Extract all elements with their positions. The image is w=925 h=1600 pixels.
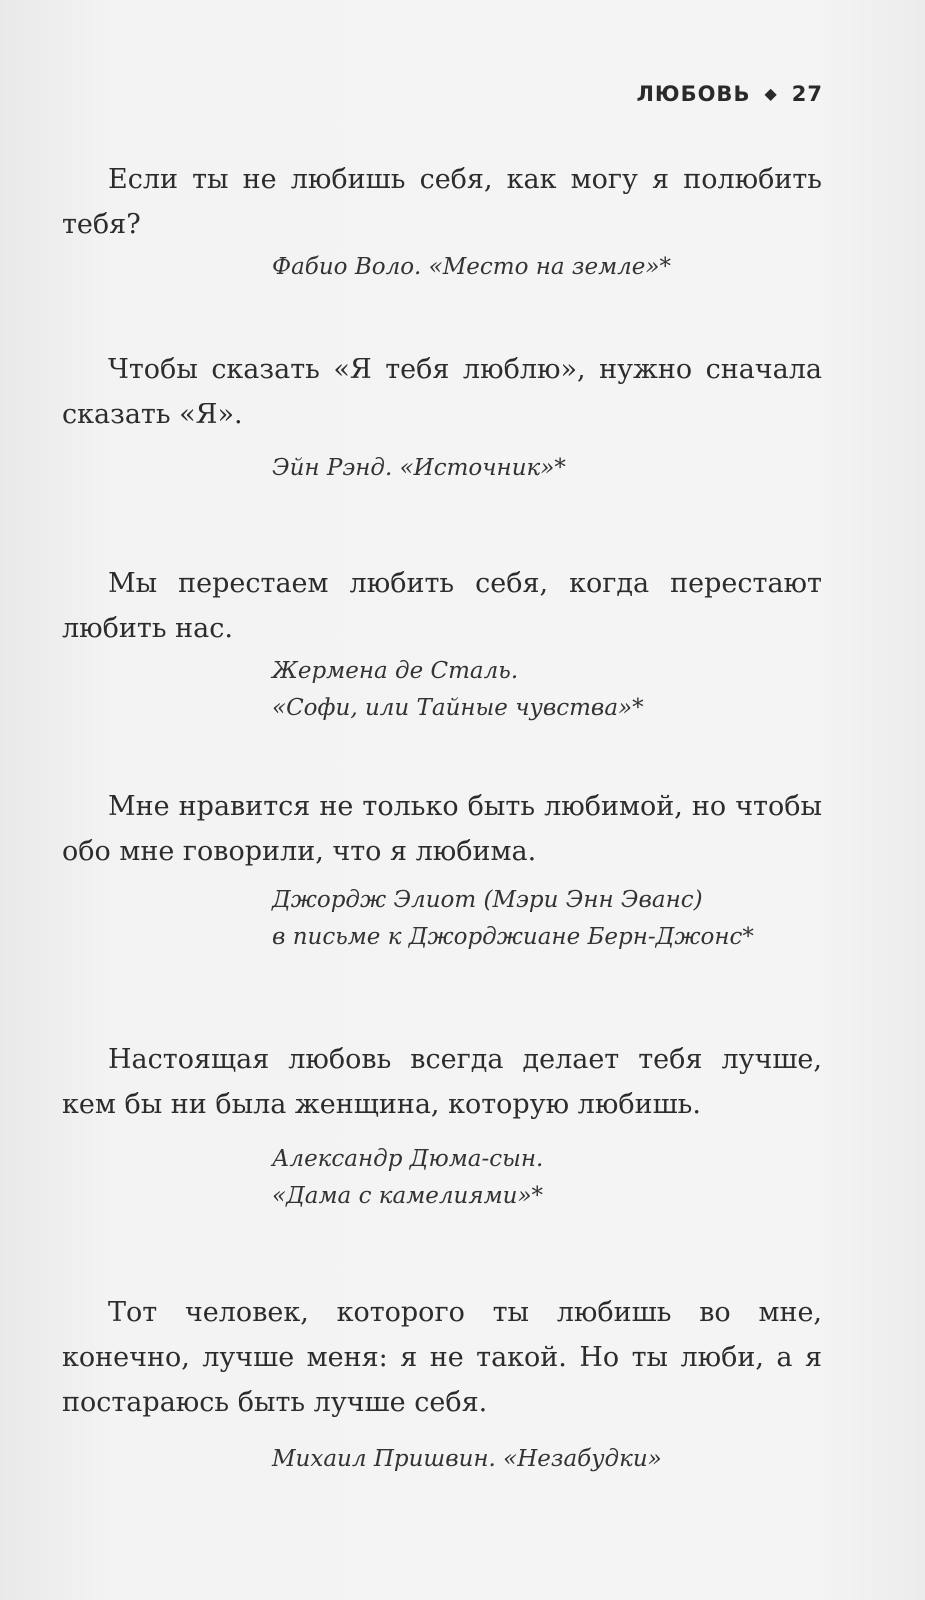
quote-text: Чтобы сказать «Я тебя люблю», нужно сначала сказать «Я». xyxy=(62,354,822,430)
quote-block xyxy=(62,157,822,286)
diamond-separator-icon: ◆ xyxy=(764,84,778,103)
section-title: ЛЮБОВЬ xyxy=(636,82,751,106)
attribution-line: «Дама с камелиями»* xyxy=(272,1183,544,1209)
attribution-line: «Софи, или Тайные чувства»* xyxy=(272,695,644,721)
attribution-line: Александр Дюма-сын. xyxy=(272,1146,544,1172)
quote-attribution xyxy=(272,653,822,727)
quote-attribution xyxy=(272,249,822,286)
quote-attribution xyxy=(272,1441,822,1478)
quote-text: Мне нравится не только быть любимой, но чтобы обо мне говорили, что я любима. xyxy=(62,791,822,867)
running-head xyxy=(636,82,823,106)
page-number: 27 xyxy=(791,82,823,106)
attribution-line: Михаил Пришвин. «Незабудки» xyxy=(272,1446,662,1472)
attribution-line: Фабио Воло. «Место на земле»* xyxy=(272,254,671,280)
quote-text: Тот человек, которого ты любишь во мне, конечно, лучше меня: я не такой. Но ты люби, а я постараюсь быть лучше себя. xyxy=(62,1297,822,1418)
quote-text: Настоящая любовь всегда делает тебя лучше, кем бы ни была женщина, которую любишь. xyxy=(62,1044,822,1120)
quote-text: Мы перестаем любить себя, когда перестают любить нас. xyxy=(62,568,822,644)
quote-attribution xyxy=(272,1141,822,1215)
quote-block xyxy=(62,347,822,487)
quote-block xyxy=(62,1290,822,1478)
quote-attribution xyxy=(272,450,822,487)
attribution-line: в письме к Джорджиане Берн-Джонс* xyxy=(272,924,754,950)
quote-text: Если ты не любишь себя, как могу я полюбить тебя? xyxy=(62,164,822,240)
quote-block xyxy=(62,561,822,727)
quote-block xyxy=(62,784,822,956)
attribution-line: Джордж Элиот (Мэри Энн Эванс) xyxy=(272,887,703,913)
quote-block xyxy=(62,1037,822,1215)
attribution-line: Эйн Рэнд. «Источник»* xyxy=(272,455,566,481)
attribution-line: Жермена де Сталь. xyxy=(272,658,519,684)
quote-attribution xyxy=(272,882,822,956)
